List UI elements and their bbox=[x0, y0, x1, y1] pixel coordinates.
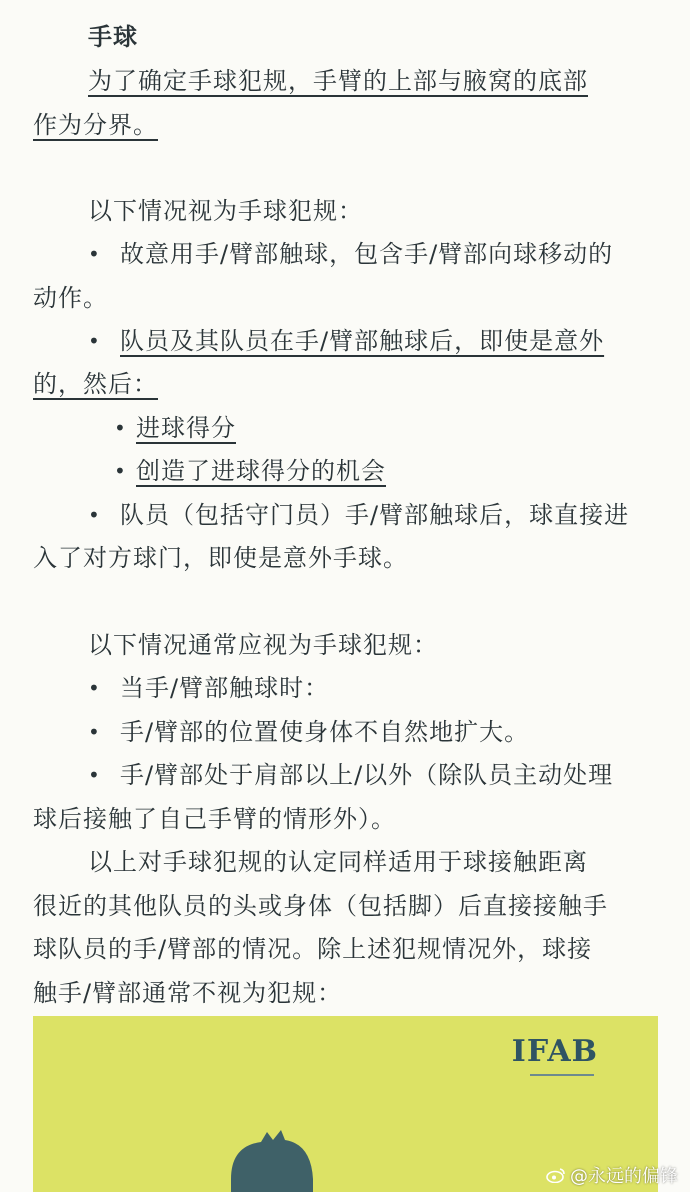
final-line-4: 触手/臂部通常不视为犯规： bbox=[33, 979, 343, 1007]
s1-bullet2-line1-text: 队员及其队员在手/臂部触球后，即使是意外 bbox=[120, 327, 605, 355]
s1-sub2 bbox=[136, 456, 386, 486]
intro-line-1 bbox=[88, 66, 588, 96]
sub-bullet-marker: • bbox=[114, 416, 126, 440]
bullet-marker: • bbox=[88, 503, 100, 527]
s2-bullet3-line1: 手/臂部处于肩部以上/以外（除队员主动处理 bbox=[120, 761, 614, 789]
s2-bullet3-line2: 球后接触了自己手臂的情形外）。 bbox=[33, 805, 396, 833]
s1-bullet1-line2: 动作。 bbox=[33, 284, 108, 312]
s1-bullet2-line1 bbox=[120, 326, 604, 356]
bullet-marker: • bbox=[88, 242, 100, 266]
s1-bullet3-line2: 入了对方球门，即使是意外手球。 bbox=[33, 544, 408, 572]
intro-line-1-text: 为了确定手球犯规，手臂的上部与腋窝的底部 bbox=[88, 67, 588, 95]
bullet-marker: • bbox=[88, 720, 100, 744]
s1-bullet1-line1: 故意用手/臂部触球，包含手/臂部向球移动的 bbox=[120, 240, 614, 268]
section2-heading: 以下情况通常应视为手球犯规： bbox=[88, 631, 438, 659]
s1-sub1-text: 进球得分 bbox=[136, 414, 236, 442]
s2-bullet2: 手/臂部的位置使身体不自然地扩大。 bbox=[120, 718, 530, 746]
bullet-marker: • bbox=[88, 676, 100, 700]
bullet-marker: • bbox=[88, 329, 100, 353]
weibo-watermark bbox=[546, 1162, 678, 1188]
s1-sub2-text: 创造了进球得分的机会 bbox=[136, 457, 386, 485]
s1-bullet2-line2 bbox=[33, 369, 158, 399]
final-line-2: 很近的其他队员的头或身体（包括脚）后直接接触手 bbox=[33, 892, 608, 920]
watermark-text: @永远的偏锋 bbox=[570, 1166, 678, 1187]
weibo-icon bbox=[546, 1167, 566, 1183]
player-head-icon bbox=[221, 1124, 321, 1192]
sub-bullet-marker: • bbox=[114, 459, 126, 483]
final-line-3: 球队员的手/臂部的情况。除上述犯规情况外，球接 bbox=[33, 935, 593, 963]
s1-bullet3-line1: 队员（包括守门员）手/臂部触球后，球直接进 bbox=[120, 501, 630, 529]
section-title: 手球 bbox=[88, 23, 138, 51]
ifab-logo-rule bbox=[530, 1074, 594, 1076]
s1-bullet2-line2-text: 的，然后： bbox=[33, 370, 158, 398]
s1-sub1 bbox=[136, 413, 236, 443]
s2-bullet1: 当手/臂部触球时： bbox=[120, 674, 330, 702]
intro-line-2 bbox=[33, 110, 158, 140]
ifab-logo: IFAB bbox=[511, 1034, 598, 1069]
section1-heading: 以下情况视为手球犯规： bbox=[88, 197, 363, 225]
intro-line-2-text: 作为分界。 bbox=[33, 111, 158, 139]
final-line-1: 以上对手球犯规的认定同样适用于球接触距离 bbox=[88, 848, 588, 876]
bullet-marker: • bbox=[88, 763, 100, 787]
